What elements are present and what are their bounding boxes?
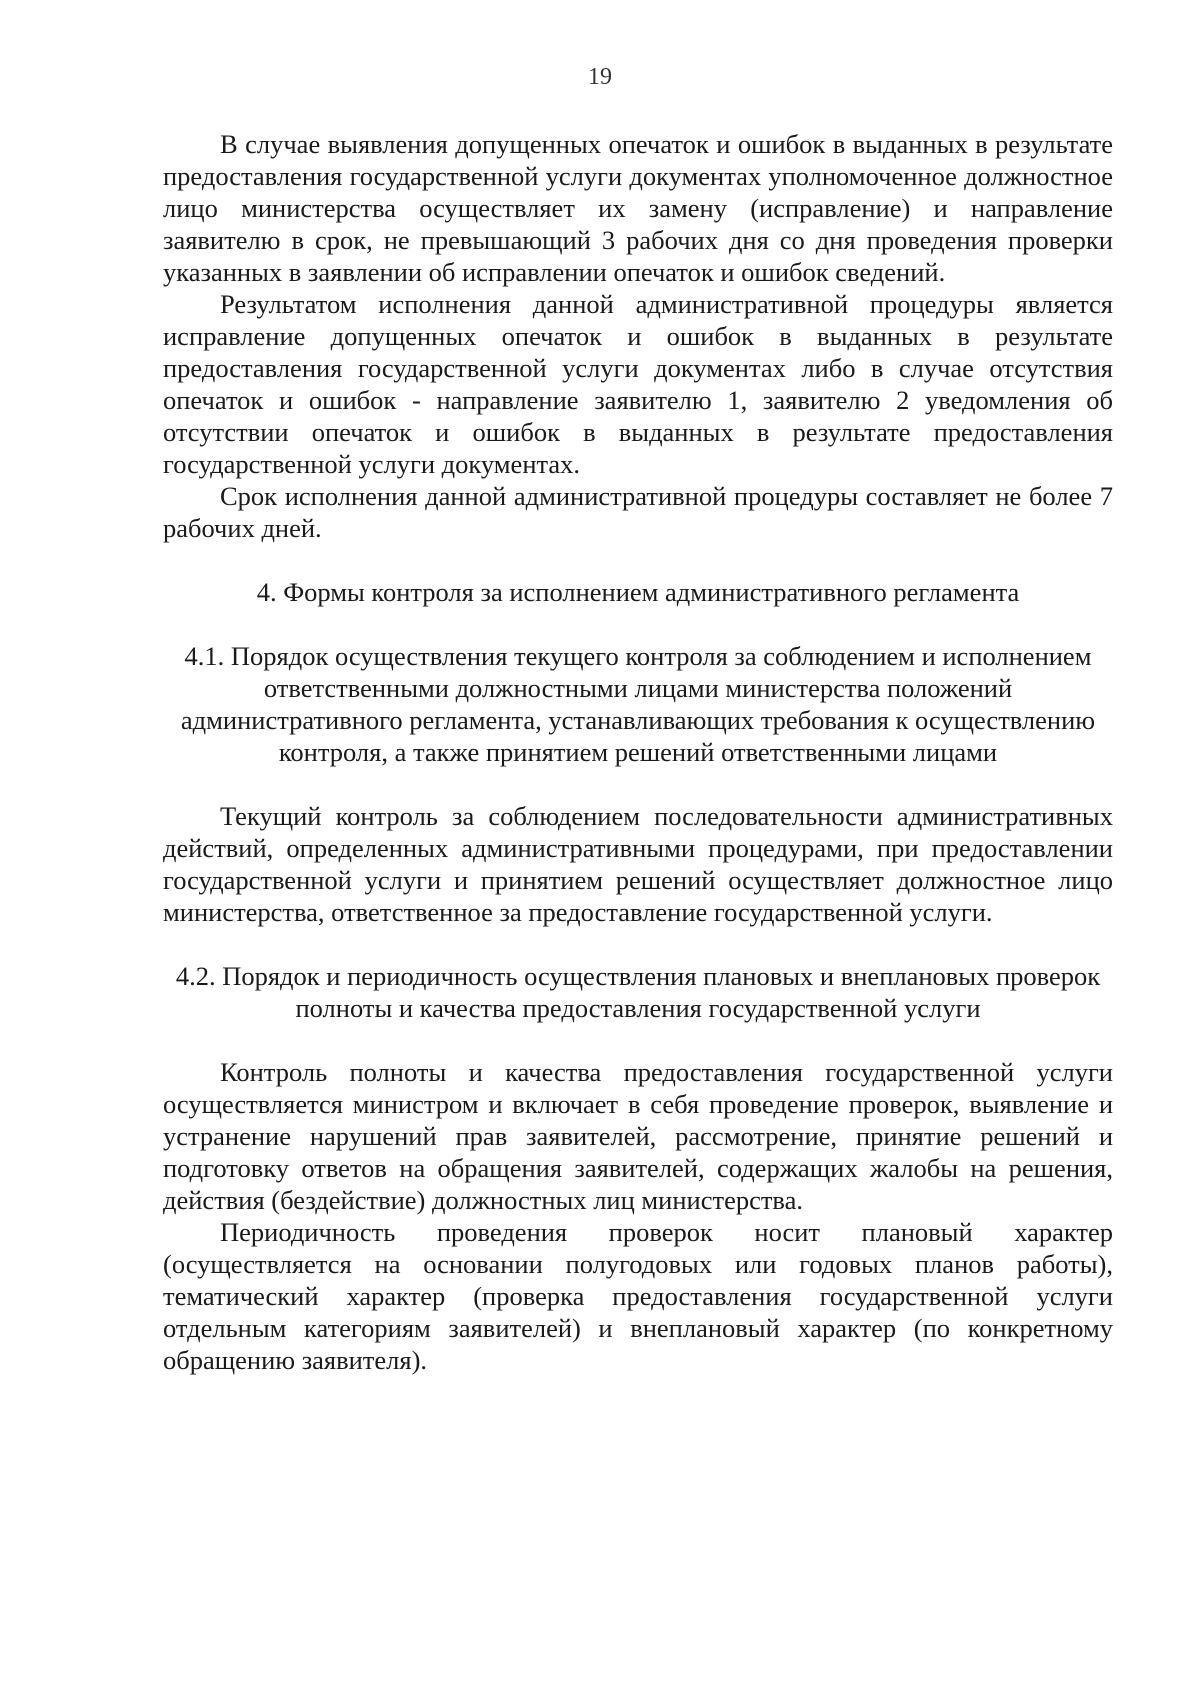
section-heading-4: 4. Формы контроля за исполнением административного регламента — [256, 577, 1020, 607]
paragraph-procedure-deadline: Срок исполнения данной административной процедуры составляет не более 7 рабочих дней. — [163, 481, 1113, 543]
document-body — [163, 128, 1113, 1376]
paragraph-current-control: Текущий контроль за соблюдением последовательности административных действий, определенных административными процедурами, при предоставлении государственной услуги и принятием решений осуществляет должностное лицо министерства, ответственное за предоставление государственной услуги. — [163, 801, 1113, 927]
section-heading-4-1: 4.1. Порядок осуществления текущего контроля за соблюдением и исполнением ответственными должностными лицами министерства положений административного регламента, устанавливающих требования к осуществлению контроля, а также принятием решений ответственными лицами — [180, 641, 1096, 767]
page-number: 19 — [588, 64, 612, 90]
paragraph-inspection-frequency: Периодичность проведения проверок носит плановый характер (осуществляется на основании полугодовых или годовых планов работы), тематический характер (проверка предоставления государственной услуги отдельным категориям заявителей) и внеплановый характер (по конкретному обращению заявителя). — [163, 1217, 1113, 1375]
section-heading-4-2: 4.2. Порядок и периодичность осуществления плановых и внеплановых проверок полноты и качества предоставления государственной услуги — [175, 961, 1101, 1023]
paragraph-procedure-result: Результатом исполнения данной административной процедуры является исправление допущенных опечаток и ошибок в выданных в результате предоставления государственной услуги документах либо в случае отсутствия опечаток и ошибок - направление заявителю 1, заявителю 2 уведомления об отсутствии опечаток и ошибок в выданных в результате предоставления государственной услуги документах. — [163, 289, 1113, 479]
paragraph-quality-control: Контроль полноты и качества предоставления государственной услуги осуществляется министром и включает в себя проведение проверок, выявление и устранение нарушений прав заявителей, рассмотрение, принятие решений и подготовку ответов на обращения заявителей, содержащих жалобы на решения, действия (бездействие) должностных лиц министерства. — [163, 1057, 1113, 1215]
paragraph-correction-of-errors: В случае выявления допущенных опечаток и ошибок в выданных в результате предоставления государственной услуги документах уполномоченное должностное лицо министерства осуществляет их замену (исправление) и направление заявителю в срок, не превышающий 3 рабочих дня со дня проведения проверки указанных в заявлении об исправлении опечаток и ошибок сведений. — [163, 129, 1113, 287]
